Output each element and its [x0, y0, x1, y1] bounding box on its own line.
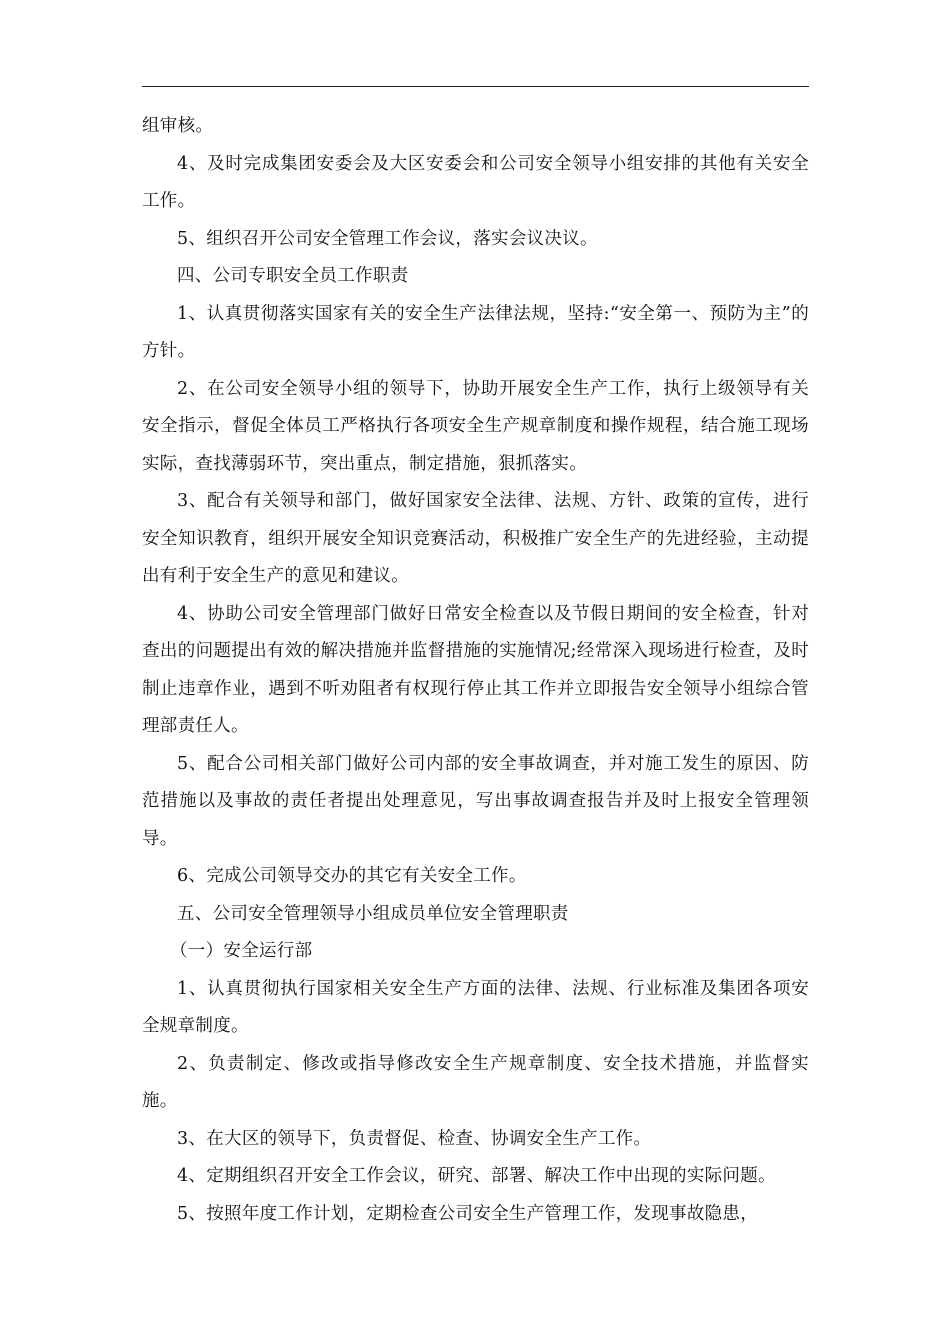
paragraph: 1、认真贯彻执行国家相关安全生产方面的法律、法规、行业标准及集团各项安全规章制度。	[142, 978, 809, 1036]
section-heading: 五、公司安全管理领导小组成员单位安全管理职责	[177, 903, 569, 924]
paragraph: 4、协助公司安全管理部门做好日常安全检查以及节假日期间的安全检查，针对查出的问题提出有效的解决措施并监督措施的实施情况;经常深入现场进行检查，及时制止违章作业，遇到不听劝阻者有权现行停止其工作并立即报告安全领导小组综合管理部责任人。	[142, 603, 809, 736]
header-rule	[142, 86, 809, 87]
document-body	[142, 108, 809, 1233]
paragraph: 2、负责制定、修改或指导修改安全生产规章制度、安全技术措施，并监督实施。	[142, 1053, 809, 1111]
paragraph: 6、完成公司领导交办的其它有关安全工作。	[177, 866, 527, 886]
paragraph: 组审核。	[142, 116, 214, 136]
paragraph: 3、配合有关领导和部门，做好国家安全法律、法规、方针、政策的宣传，进行安全知识教育，组织开展安全知识竞赛活动，积极推广安全生产的先进经验，主动提出有利于安全生产的意见和建议。	[142, 491, 809, 586]
paragraph: 5、配合公司相关部门做好公司内部的安全事故调查，并对施工发生的原因、防范措施以及事故的责任者提出处理意见，写出事故调查报告并及时上报安全管理领导。	[142, 753, 809, 849]
paragraph: 2、在公司安全领导小组的领导下，协助开展安全生产工作，执行上级领导有关安全指示，督促全体员工严格执行各项安全生产规章制度和操作规程，结合施工现场实际，查找薄弱环节，突出重点，制定措施，狠抓落实。	[142, 378, 809, 474]
paragraph: 5、组织召开公司安全管理工作会议，落实会议决议。	[177, 228, 598, 249]
paragraph: 3、在大区的领导下，负责督促、检查、协调安全生产工作。	[177, 1128, 652, 1149]
section-heading: 四、公司专职安全员工作职责	[177, 266, 409, 286]
paragraph: 1、认真贯彻落实国家有关的安全生产法律法规，坚持:“安全第一、预防为主”的方针。	[142, 303, 809, 361]
subsection-heading: （一）安全运行部	[170, 941, 313, 961]
paragraph: 4、及时完成集团安委会及大区安委会和公司安全领导小组安排的其他有关安全工作。	[142, 153, 809, 211]
paragraph: 4、定期组织召开安全工作会议，研究、部署、解决工作中出现的实际问题。	[177, 1166, 776, 1186]
paragraph: 5、按照年度工作计划，定期检查公司安全生产管理工作，发现事故隐患，	[177, 1203, 759, 1224]
